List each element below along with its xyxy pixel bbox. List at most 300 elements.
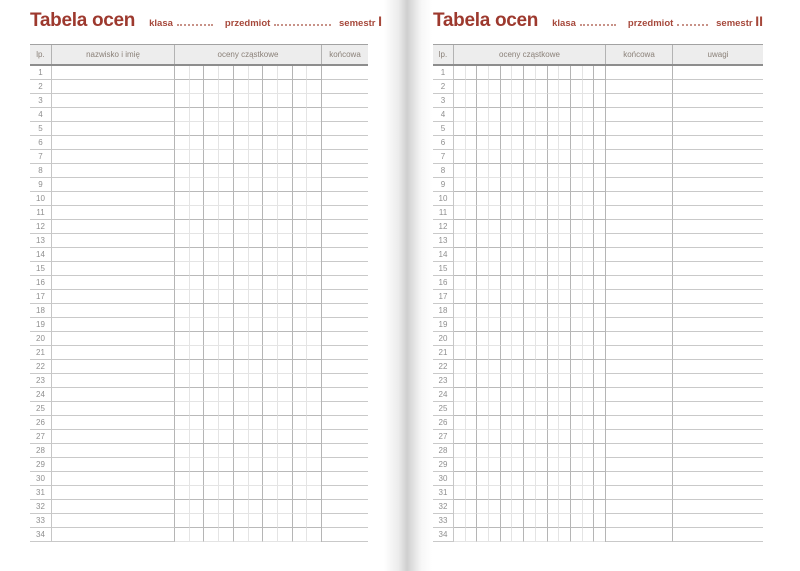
- grade-cell: [454, 66, 466, 80]
- grade-cell: [307, 66, 321, 80]
- grade-cell: [466, 122, 478, 136]
- final-grade-cell: [606, 262, 673, 276]
- grade-cell: [307, 360, 321, 374]
- grade-cell: [293, 220, 308, 234]
- grade-cell: [204, 192, 219, 206]
- grade-cell: [249, 472, 264, 486]
- grades-grid: [454, 248, 606, 262]
- table-row: [30, 472, 368, 486]
- grade-cell: [175, 248, 190, 262]
- grade-cell: [512, 178, 524, 192]
- grade-cell: [190, 472, 205, 486]
- notes-cell: [673, 136, 763, 150]
- grade-cell: [175, 430, 190, 444]
- grade-cell: [477, 500, 489, 514]
- table-row: [433, 416, 763, 430]
- final-grade-cell: [606, 332, 673, 346]
- grade-cell: [307, 150, 321, 164]
- grade-cell: [594, 122, 605, 136]
- grade-cell: [583, 444, 595, 458]
- table-row: [30, 374, 368, 388]
- row-number-cell: 15: [30, 262, 52, 276]
- final-grade-cell: [606, 276, 673, 290]
- grade-cell: [204, 416, 219, 430]
- grade-cell: [559, 206, 571, 220]
- grades-grid: [454, 206, 606, 220]
- row-number-cell: 29: [30, 458, 52, 472]
- grade-cell: [559, 528, 571, 542]
- name-cell: [52, 248, 175, 262]
- grade-cell: [571, 472, 583, 486]
- grade-cell: [293, 248, 308, 262]
- grade-cell: [307, 290, 321, 304]
- table-row: [30, 220, 368, 234]
- name-cell: [52, 262, 175, 276]
- grade-cell: [548, 66, 560, 80]
- grades-grid: [175, 262, 322, 276]
- grade-cell: [594, 514, 605, 528]
- grade-cell: [219, 458, 234, 472]
- grade-cell: [190, 528, 205, 542]
- row-number-cell: 18: [433, 304, 454, 318]
- grade-cell: [175, 444, 190, 458]
- grade-cell: [234, 360, 249, 374]
- row-number-cell: 25: [30, 402, 52, 416]
- grade-cell: [175, 290, 190, 304]
- grade-cell: [249, 234, 264, 248]
- row-number-cell: 27: [30, 430, 52, 444]
- grade-cell: [524, 528, 536, 542]
- grade-cell: [249, 402, 264, 416]
- grade-cell: [190, 402, 205, 416]
- grade-cell: [307, 500, 321, 514]
- grade-cell: [571, 332, 583, 346]
- name-cell: [52, 276, 175, 290]
- grade-cell: [559, 276, 571, 290]
- grade-cell: [175, 472, 190, 486]
- grades-grid: [454, 514, 606, 528]
- grade-cell: [307, 94, 321, 108]
- grade-cell: [466, 514, 478, 528]
- final-grade-cell: [606, 150, 673, 164]
- grade-cell: [263, 486, 278, 500]
- name-cell: [52, 192, 175, 206]
- grade-cell: [234, 514, 249, 528]
- grade-cell: [249, 248, 264, 262]
- grades-grid: [454, 388, 606, 402]
- grade-cell: [583, 416, 595, 430]
- przedmiot-label: przedmiot: [627, 18, 674, 29]
- grade-cell: [524, 66, 536, 80]
- grade-cell: [234, 374, 249, 388]
- row-number-cell: 22: [433, 360, 454, 374]
- grade-cell: [466, 318, 478, 332]
- row-number-cell: 19: [433, 318, 454, 332]
- grade-cell: [234, 122, 249, 136]
- grade-cell: [204, 276, 219, 290]
- grade-cell: [489, 360, 501, 374]
- grade-cell: [175, 318, 190, 332]
- grade-cell: [454, 94, 466, 108]
- grades-grid: [454, 234, 606, 248]
- grade-cell: [524, 192, 536, 206]
- final-grade-cell: [606, 234, 673, 248]
- grade-cell: [234, 66, 249, 80]
- final-grade-cell: [322, 262, 368, 276]
- grade-cell: [219, 444, 234, 458]
- grade-cell: [477, 206, 489, 220]
- semestr-word: semestr: [339, 18, 376, 29]
- grade-cell: [249, 304, 264, 318]
- name-cell: [52, 164, 175, 178]
- grade-cell: [512, 528, 524, 542]
- name-cell: [52, 458, 175, 472]
- grades-grid: [454, 122, 606, 136]
- grade-cell: [175, 458, 190, 472]
- grade-cell: [548, 458, 560, 472]
- table-row: [30, 458, 368, 472]
- row-number-cell: 7: [433, 150, 454, 164]
- final-grade-cell: [606, 472, 673, 486]
- grade-cell: [594, 262, 605, 276]
- grade-cell: [501, 346, 513, 360]
- grade-cell: [278, 122, 293, 136]
- grades-grid: [454, 416, 606, 430]
- grade-cell: [559, 472, 571, 486]
- row-number-cell: 1: [30, 66, 52, 80]
- grade-cell: [219, 136, 234, 150]
- grade-cell: [583, 346, 595, 360]
- grade-cell: [263, 290, 278, 304]
- grade-cell: [571, 122, 583, 136]
- row-number-cell: 23: [433, 374, 454, 388]
- name-cell: [52, 318, 175, 332]
- grade-cell: [454, 150, 466, 164]
- table-row: [433, 500, 763, 514]
- column-header-notes: uwagi: [707, 50, 729, 59]
- grade-cell: [594, 136, 605, 150]
- notes-cell: [673, 430, 763, 444]
- table-row: [433, 136, 763, 150]
- grade-cell: [307, 486, 321, 500]
- grade-cell: [559, 388, 571, 402]
- grade-cell: [249, 430, 264, 444]
- grade-cell: [524, 416, 536, 430]
- grade-cell: [477, 472, 489, 486]
- grade-cell: [501, 318, 513, 332]
- grade-cell: [524, 486, 536, 500]
- grade-cell: [190, 290, 205, 304]
- grade-cell: [234, 458, 249, 472]
- grade-cell: [293, 346, 308, 360]
- grade-cell: [594, 192, 605, 206]
- row-number-cell: 17: [433, 290, 454, 304]
- name-cell: [52, 360, 175, 374]
- grade-cell: [583, 430, 595, 444]
- grade-cell: [594, 486, 605, 500]
- notes-cell: [673, 192, 763, 206]
- grade-cell: [278, 248, 293, 262]
- grade-cell: [524, 430, 536, 444]
- grades-grid: [175, 514, 322, 528]
- grade-cell: [536, 178, 548, 192]
- grade-cell: [512, 430, 524, 444]
- grades-grid: [175, 234, 322, 248]
- grade-cell: [512, 374, 524, 388]
- grade-cell: [536, 220, 548, 234]
- grade-cell: [190, 374, 205, 388]
- grade-cell: [536, 262, 548, 276]
- grade-cell: [204, 178, 219, 192]
- grade-cell: [524, 94, 536, 108]
- grades-grid: [175, 276, 322, 290]
- grade-cell: [571, 220, 583, 234]
- grade-cell: [571, 164, 583, 178]
- table-row: [30, 192, 368, 206]
- grade-cell: [175, 164, 190, 178]
- grade-cell: [559, 430, 571, 444]
- grade-cell: [477, 136, 489, 150]
- grade-cell: [489, 136, 501, 150]
- grade-cell: [249, 346, 264, 360]
- grade-cell: [489, 416, 501, 430]
- grade-cell: [559, 80, 571, 94]
- grade-cell: [263, 346, 278, 360]
- grade-cell: [175, 178, 190, 192]
- grade-cell: [466, 486, 478, 500]
- grade-cell: [263, 108, 278, 122]
- grade-cell: [466, 346, 478, 360]
- final-grade-cell: [606, 178, 673, 192]
- final-grade-cell: [322, 304, 368, 318]
- notes-cell: [673, 290, 763, 304]
- grade-cell: [204, 360, 219, 374]
- grade-cell: [219, 192, 234, 206]
- grade-cell: [293, 164, 308, 178]
- grade-cell: [466, 248, 478, 262]
- final-grade-cell: [322, 122, 368, 136]
- grade-cell: [512, 248, 524, 262]
- table-row: [30, 178, 368, 192]
- grade-cell: [190, 444, 205, 458]
- grade-cell: [278, 192, 293, 206]
- grade-cell: [293, 304, 308, 318]
- grade-cell: [454, 444, 466, 458]
- grade-cell: [249, 276, 264, 290]
- grades-table-body: [433, 66, 763, 542]
- name-cell: [52, 514, 175, 528]
- grade-cell: [204, 262, 219, 276]
- grade-cell: [524, 122, 536, 136]
- grade-cell: [204, 80, 219, 94]
- column-header-name: nazwisko i imię: [52, 45, 175, 64]
- grade-cell: [524, 276, 536, 290]
- table-row: [30, 234, 368, 248]
- grade-cell: [512, 136, 524, 150]
- final-grade-cell: [322, 220, 368, 234]
- row-number-cell: 19: [30, 318, 52, 332]
- grade-cell: [175, 416, 190, 430]
- grade-cell: [278, 486, 293, 500]
- row-number-cell: 7: [30, 150, 52, 164]
- grade-cell: [548, 220, 560, 234]
- final-grade-cell: [322, 500, 368, 514]
- grade-cell: [175, 94, 190, 108]
- grade-cell: [307, 430, 321, 444]
- table-row: [433, 458, 763, 472]
- grade-cell: [190, 304, 205, 318]
- grade-cell: [454, 178, 466, 192]
- grade-cell: [536, 416, 548, 430]
- grade-cell: [501, 388, 513, 402]
- grade-cell: [548, 472, 560, 486]
- grade-cell: [571, 514, 583, 528]
- grade-cell: [548, 360, 560, 374]
- table-row: [433, 514, 763, 528]
- grade-cell: [263, 234, 278, 248]
- grades-grid: [175, 374, 322, 388]
- name-cell: [52, 388, 175, 402]
- grade-cell: [263, 220, 278, 234]
- grade-cell: [489, 108, 501, 122]
- final-grade-cell: [322, 248, 368, 262]
- grade-cell: [454, 332, 466, 346]
- grade-cell: [501, 276, 513, 290]
- grade-cell: [583, 374, 595, 388]
- grade-cell: [536, 276, 548, 290]
- final-grade-cell: [322, 318, 368, 332]
- grade-cell: [454, 206, 466, 220]
- grade-cell: [583, 206, 595, 220]
- row-number-cell: 27: [433, 430, 454, 444]
- grade-cell: [234, 304, 249, 318]
- grade-cell: [307, 346, 321, 360]
- row-number-cell: 34: [30, 528, 52, 542]
- grade-cell: [583, 220, 595, 234]
- grade-cell: [501, 514, 513, 528]
- grade-cell: [571, 528, 583, 542]
- grade-cell: [536, 164, 548, 178]
- grade-cell: [512, 276, 524, 290]
- table-row: [433, 262, 763, 276]
- final-grade-cell: [606, 486, 673, 500]
- grade-cell: [204, 318, 219, 332]
- grade-cell: [219, 402, 234, 416]
- grades-grid: [175, 94, 322, 108]
- grade-cell: [219, 500, 234, 514]
- grade-cell: [571, 416, 583, 430]
- grade-cell: [204, 514, 219, 528]
- grade-cell: [571, 80, 583, 94]
- final-grade-cell: [606, 94, 673, 108]
- grade-cell: [234, 388, 249, 402]
- grade-cell: [559, 332, 571, 346]
- grade-cell: [175, 332, 190, 346]
- grade-cell: [536, 402, 548, 416]
- grades-grid: [175, 332, 322, 346]
- grade-cell: [234, 192, 249, 206]
- row-number-cell: 1: [433, 66, 454, 80]
- grade-cell: [524, 402, 536, 416]
- grade-cell: [278, 402, 293, 416]
- grades-grid: [175, 164, 322, 178]
- grade-cell: [190, 192, 205, 206]
- row-number-cell: 34: [433, 528, 454, 542]
- name-cell: [52, 220, 175, 234]
- grade-cell: [536, 66, 548, 80]
- table-row: [433, 80, 763, 94]
- grade-cell: [278, 262, 293, 276]
- grade-cell: [190, 360, 205, 374]
- grade-cell: [571, 66, 583, 80]
- grade-cell: [263, 122, 278, 136]
- table-row: [433, 192, 763, 206]
- grade-cell: [454, 402, 466, 416]
- table-row: [30, 94, 368, 108]
- grade-cell: [489, 248, 501, 262]
- grade-cell: [219, 248, 234, 262]
- grade-cell: [524, 234, 536, 248]
- grade-cell: [249, 150, 264, 164]
- notes-cell: [673, 514, 763, 528]
- grade-cell: [489, 206, 501, 220]
- grade-cell: [548, 388, 560, 402]
- grade-cell: [278, 318, 293, 332]
- final-grade-cell: [606, 192, 673, 206]
- grade-cell: [278, 164, 293, 178]
- grade-cell: [466, 262, 478, 276]
- grade-cell: [548, 444, 560, 458]
- grade-cell: [190, 94, 205, 108]
- notes-cell: [673, 444, 763, 458]
- grade-cell: [594, 290, 605, 304]
- grade-cell: [454, 164, 466, 178]
- grade-cell: [489, 486, 501, 500]
- grade-cell: [190, 122, 205, 136]
- final-grade-cell: [606, 248, 673, 262]
- row-number-cell: 14: [30, 248, 52, 262]
- grade-cell: [204, 486, 219, 500]
- grade-cell: [548, 276, 560, 290]
- grade-cell: [293, 178, 308, 192]
- grade-cell: [548, 500, 560, 514]
- row-number-cell: 28: [433, 444, 454, 458]
- final-grade-cell: [606, 346, 673, 360]
- grade-cell: [501, 402, 513, 416]
- grade-cell: [307, 136, 321, 150]
- table-row: [30, 500, 368, 514]
- grade-cell: [501, 332, 513, 346]
- grade-cell: [466, 164, 478, 178]
- grade-cell: [571, 486, 583, 500]
- grade-cell: [190, 332, 205, 346]
- grade-cell: [559, 234, 571, 248]
- grade-cell: [175, 402, 190, 416]
- row-number-cell: 15: [433, 262, 454, 276]
- grade-cell: [307, 304, 321, 318]
- final-grade-cell: [606, 318, 673, 332]
- grade-cell: [571, 318, 583, 332]
- final-grade-cell: [322, 528, 368, 542]
- grade-cell: [571, 290, 583, 304]
- grade-cell: [249, 192, 264, 206]
- grade-cell: [190, 164, 205, 178]
- grade-cell: [307, 178, 321, 192]
- row-number-cell: 10: [30, 192, 52, 206]
- semestr-numeral: II: [755, 13, 763, 29]
- grade-cell: [466, 220, 478, 234]
- grade-cell: [278, 514, 293, 528]
